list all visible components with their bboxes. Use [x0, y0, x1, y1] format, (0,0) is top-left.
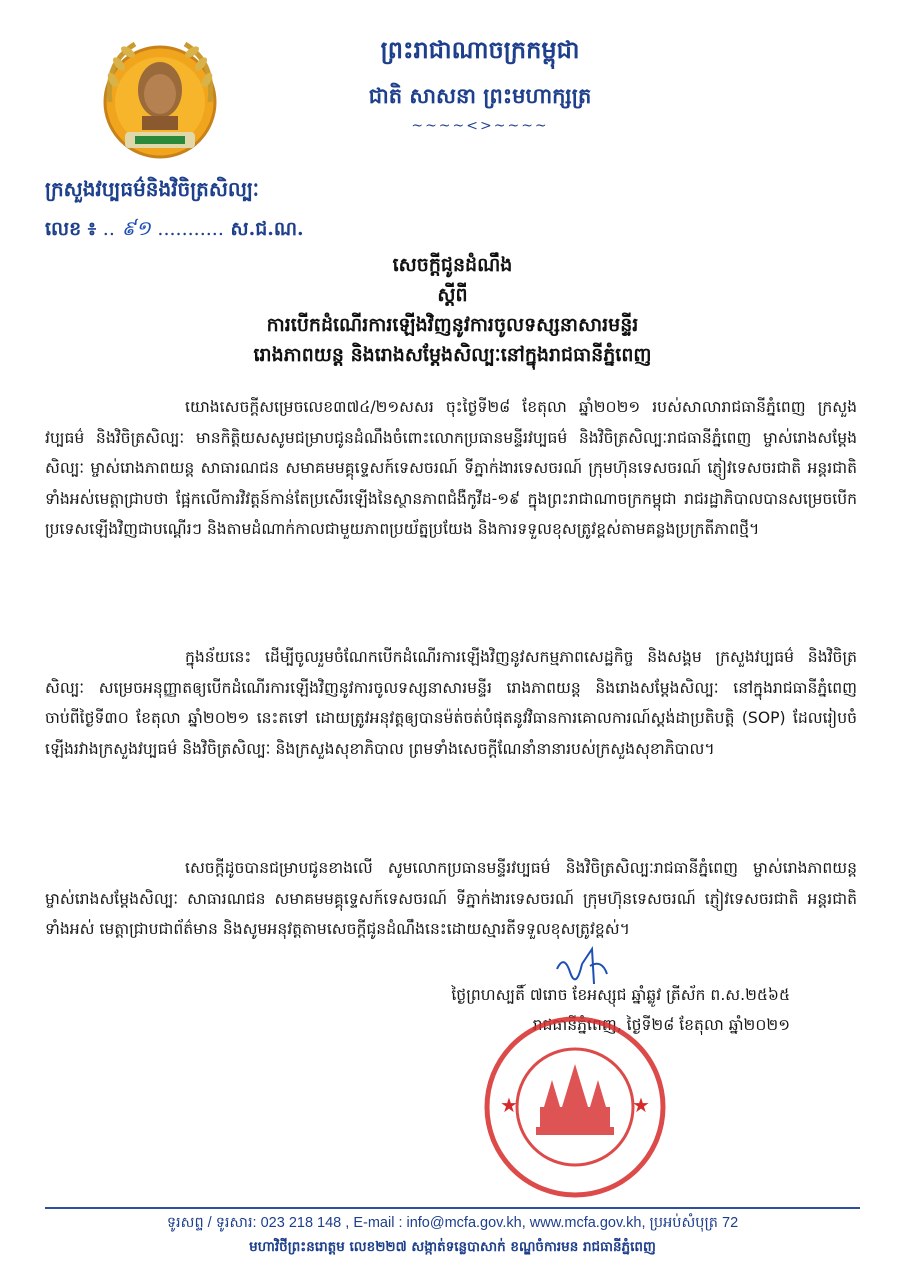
ministry-logo [95, 32, 225, 170]
notice-subject-line-2: រោងភាពយន្ត និងរោងសម្តែងសិល្បៈនៅក្នុងរាជធានីភ្នំពេញ [253, 344, 652, 366]
national-motto: ជាតិ សាសនា ព្រះមហាក្សត្រ [368, 83, 592, 108]
reference-suffix: ស.ជ.ណ. [230, 218, 304, 240]
footer-divider [45, 1207, 860, 1209]
footer-contact: ទូរសព្ទ / ទូរសារ: 023 218 148 , E-mail : info@mcfa.gov.kh, www.mcfa.gov.kh, ប្រអប់សំបុត្រ 72 [166, 1215, 739, 1231]
kingdom-title: ព្រះរាជាណាចក្រកម្ពុជា [380, 35, 580, 64]
reference-number [45, 215, 304, 245]
ministry-name: ក្រសួងវប្បធម៌និងវិចិត្រសិល្បៈ [45, 177, 260, 201]
paragraph-2 [45, 642, 857, 764]
paragraph-2-text: ក្នុងន័យនេះ ដើម្បីចូលរួមចំណែកបើកដំណើរការឡើងវិញនូវសកម្មភាពសេដ្ឋកិច្ច និងសង្គម ក្រសួងវប្បធម៌ និងវិចិត្រសិល្បៈ សម្រេចអនុញ្ញាតឲ្យបើកដំណើរការឡើងវិញនូវការចូលទស្សនាសារមន្ទីរ រោងភាពយន្ត និងរោងសម្តែងសិល្បៈ នៅក្នុងរាជធានីភ្នំពេញ ចាប់ពីថ្ងៃទី៣០ ខែតុលា ឆ្នាំ២០២១ នេះតទៅ ដោយត្រូវអនុវត្តឲ្យបានម៉ត់ចត់បំផុតនូវវិធានការគោលការណ៍ស្តង់ដាប្រតិបត្តិ (SOP) ដែលរៀបចំឡើងរវាងក្រសួងវប្បធម៌ និងវិចិត្រសិល្បៈ និងក្រសួងសុខាភិបាល ព្រមទាំងសេចក្តីណែនាំនានារបស់ក្រសួងសុខាភិបាល។ [45, 648, 857, 758]
notice-subject-line-1: ការបើកដំណើរការឡើងវិញនូវការចូលទស្សនាសារមន្ទីរ [266, 314, 639, 336]
lunar-date: ថ្ងៃព្រហស្បតិ៍ ៧រោច ខែអស្សុជ ឆ្នាំឆ្លូវ ត្រីស័ក ព.ស.២៥៦៥ [451, 986, 790, 1004]
paragraph-3 [45, 853, 857, 945]
svg-text:★: ★ [500, 1093, 518, 1117]
reference-dots: ........... [157, 218, 224, 240]
solar-date: រាជធានីភ្នំពេញ, ថ្ងៃទី២៨ ខែតុលា ឆ្នាំ២០២១ [532, 1016, 790, 1034]
footer-address: មហាវិថីព្រះនរោត្តម លេខ២២៧ សង្កាត់ទន្លេបាសាក់ ខណ្ឌចំការមន រាជធានីភ្នំពេញ [249, 1239, 656, 1255]
notice-titles [150, 250, 755, 370]
paragraph-1-text: យោងសេចក្តីសម្រេចលេខ៣៧៤/២១សសរ ចុះថ្ងៃទី២៨ ខែតុលា ឆ្នាំ២០២១ របស់សាលារាជធានីភ្នំពេញ ក្រសួងវប្បធម៌ និងវិចិត្រសិល្បៈ មានកិត្តិយសសូមជម្រាបជូនដំណឹងចំពោះលោកប្រធានមន្ទីរវប្បធម៌ និងវិចិត្រសិល្បៈរាជធានីភ្នំពេញ ម្ចាស់រោងសម្តែងសិល្បៈ ម្ចាស់រោងភាពយន្ត សាធារណជន សមាគមមគ្គុទ្ទេសក៍ទេសចរណ៍ ទីភ្នាក់ងារទេសចរណ៍ ក្រុមហ៊ុនទេសចរណ៍ ភ្ញៀវទេសចរជាតិ អន្តរជាតិ ទាំងអស់មេត្តាជ្រាបថា ផ្អែកលើការវិវត្តន៍កាន់តែប្រសើរឡើងនៃស្ថានភាពជំងឺកូវីដ-១៩ ក្នុងព្រះរាជាណាចក្រកម្ពុជា រាជរដ្ឋាភិបាលបានសម្រេចបើកប្រទេសឡើងវិញជាបណ្តើរៗ និងតាមដំណាក់កាលជាមួយភាពប្រយ័ត្នប្រយែង និងការទទួលខុសត្រូវខ្ពស់តាមគន្លងប្រក្រតីភាពថ្មី។ [45, 398, 857, 538]
paragraph-3-text: សេចក្តីដូចបានជម្រាបជូនខាងលើ សូមលោកប្រធានមន្ទីរវប្បធម៌ និងវិចិត្រសិល្បៈរាជធានីភ្នំពេញ ម្ចាស់រោងភាពយន្ត ម្ចាស់រោងសម្តែងសិល្បៈ សាធារណជន សមាគមមគ្គុទ្ទេសក៍ទេសចរណ៍ ទីភ្នាក់ងារទេសចរណ៍ ក្រុមហ៊ុនទេសចរណ៍ ភ្ញៀវទេសចរជាតិ អន្តរជាតិទាំងអស់ មេត្តាជ្រាបជាព័ត៌មាន និងសូមអនុវត្តតាមសេចក្តីជូនដំណឹងនេះដោយស្មារតីទទួលខុសត្រូវខ្ពស់។ [45, 859, 857, 938]
svg-text:★: ★ [632, 1093, 650, 1117]
kingdom-header [290, 30, 670, 134]
ornament-divider: ~~~~<>~~~~ [411, 118, 549, 134]
notice-title: សេចក្តីជូនដំណឹង [392, 254, 513, 276]
reference-dots-leading: .. [102, 218, 115, 240]
official-seal [480, 1012, 670, 1202]
reference-value: ៩១ [121, 216, 151, 240]
notice-about: ស្តីពី [437, 284, 468, 306]
paragraph-1 [45, 392, 857, 545]
reference-label: លេខ ៖ [45, 218, 97, 240]
